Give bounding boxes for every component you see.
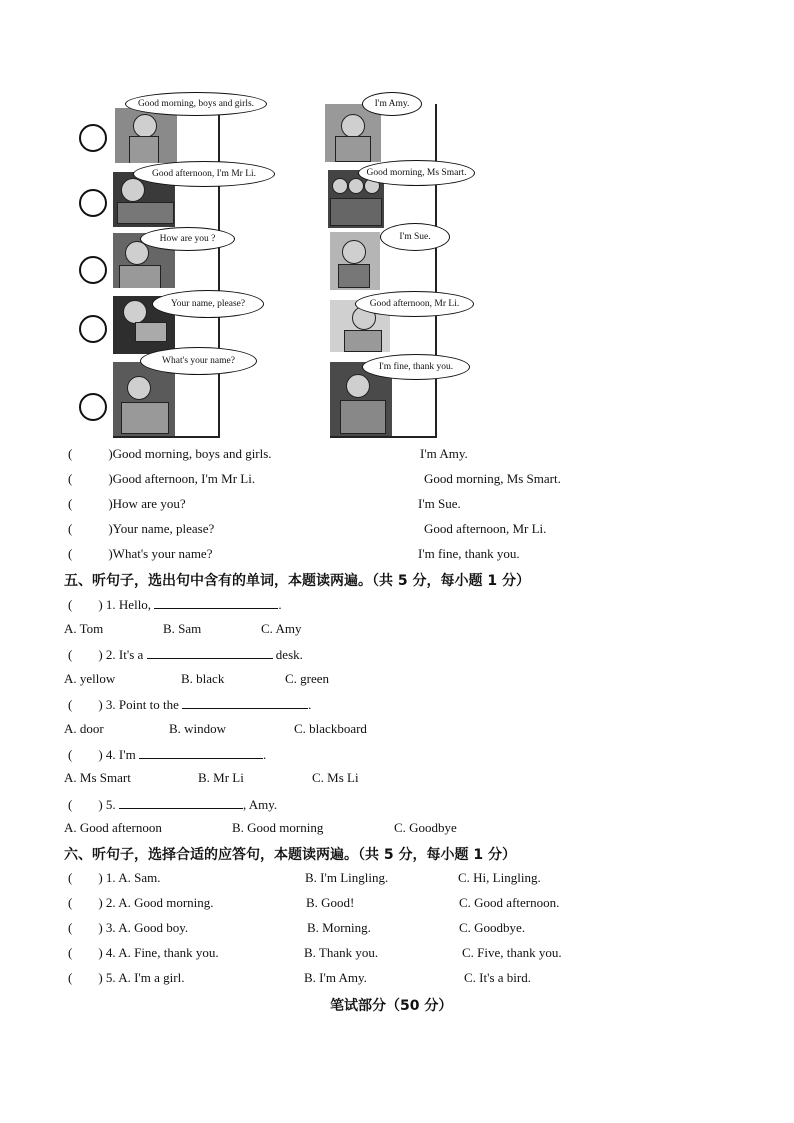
answer-circle-2[interactable] — [79, 189, 107, 217]
left-column-border — [218, 108, 220, 438]
matching-row-5 — [68, 546, 212, 562]
section5-option-a-3: A. door — [64, 721, 104, 736]
matching-left-text: )How are you? — [108, 496, 186, 511]
matching-row-2 — [68, 471, 255, 487]
fill-blank[interactable] — [119, 796, 243, 809]
matching-right-5: I'm fine, thank you. — [418, 546, 520, 561]
answer-paren[interactable]: ( — [68, 521, 73, 536]
answer-circle-5[interactable] — [79, 393, 107, 421]
section5-option-b-5: B. Good morning — [232, 820, 324, 835]
section6-option-c-4: C. Five, thank you. — [462, 945, 562, 960]
matching-right-2: Good morning, Ms Smart. — [424, 471, 561, 486]
right-speech-bubble-2: Good morning, Ms Smart. — [358, 160, 475, 186]
answer-paren[interactable]: ( — [68, 597, 73, 612]
left-picture-1 — [115, 108, 177, 163]
matching-right-4: Good afternoon, Mr Li. — [424, 521, 547, 536]
section5-question-4: ( ) 4. I'm . — [68, 747, 267, 762]
section6-question-1: ( ) 1. A. Sam. — [68, 870, 161, 885]
matching-row-3 — [68, 496, 186, 512]
section5-option-c-4: C. Ms Li — [312, 770, 359, 785]
section6-option-c-2: C. Good afternoon. — [459, 895, 560, 910]
section5-option-c-1: C. Amy — [261, 621, 302, 636]
section5-option-b-1: B. Sam — [163, 621, 202, 636]
right-column-border — [435, 104, 437, 438]
section6-question-5: ( ) 5. A. I'm a girl. — [68, 970, 185, 985]
section5-question-1: ( ) 1. Hello, . — [68, 597, 282, 612]
answer-circle-4[interactable] — [79, 315, 107, 343]
right-picture-3 — [330, 232, 380, 290]
section6-question-4: ( ) 4. A. Fine, thank you. — [68, 945, 219, 960]
section6-option-c-3: C. Goodbye. — [459, 920, 526, 935]
section5-heading: 五、听句子，选出句中含有的单词，本题读两遍。（共 5 分，每小题 1 分） — [64, 573, 530, 589]
section5-question-3: ( ) 3. Point to the . — [68, 697, 312, 712]
answer-paren[interactable]: ( — [68, 797, 73, 812]
matching-right-3: I'm Sue. — [418, 496, 461, 511]
section5-option-c-3: C. blackboard — [294, 721, 367, 736]
matching-left-text: )Good afternoon, I'm Mr Li. — [108, 471, 256, 486]
answer-paren[interactable]: ( — [68, 471, 73, 486]
written-part-heading: 笔试部分（50 分） — [330, 998, 453, 1014]
answer-paren[interactable]: ( — [68, 697, 73, 712]
answer-paren[interactable]: ( — [68, 970, 73, 985]
section6-question-3: ( ) 3. A. Good boy. — [68, 920, 189, 935]
section6-option-b-1: B. I'm Lingling. — [305, 870, 389, 885]
section6-option-b-4: B. Thank you. — [304, 945, 379, 960]
answer-paren[interactable]: ( — [68, 496, 73, 511]
answer-circle-1[interactable] — [79, 124, 107, 152]
section5-option-b-4: B. Mr Li — [198, 770, 244, 785]
matching-left-text: )What's your name? — [108, 546, 213, 561]
left-speech-bubble-3: How are you ? — [140, 227, 235, 251]
matching-left-text: )Good morning, boys and girls. — [108, 446, 272, 461]
section5-question-2: ( ) 2. It's a desk. — [68, 647, 303, 662]
answer-paren[interactable]: ( — [68, 920, 73, 935]
answer-paren[interactable]: ( — [68, 895, 73, 910]
fill-blank[interactable] — [182, 696, 308, 709]
section6-option-c-1: C. Hi, Lingling. — [458, 870, 541, 885]
section6-heading: 六、听句子，选择合适的应答句，本题读两遍。（共 5 分，每小题 1 分） — [64, 847, 516, 863]
right-column-bottom — [330, 436, 437, 438]
answer-paren[interactable]: ( — [68, 945, 73, 960]
fill-blank[interactable] — [139, 746, 263, 759]
matching-row-1 — [68, 446, 272, 462]
fill-blank[interactable] — [147, 646, 273, 659]
section5-option-c-5: C. Goodbye — [394, 820, 457, 835]
section5-option-b-2: B. black — [181, 671, 225, 686]
fill-blank[interactable] — [154, 596, 278, 609]
matching-right-1: I'm Amy. — [420, 446, 468, 461]
left-speech-bubble-2: Good afternoon, I'm Mr Li. — [133, 161, 275, 187]
left-speech-bubble-1: Good morning, boys and girls. — [125, 92, 267, 116]
section6-question-2: ( ) 2. A. Good morning. — [68, 895, 214, 910]
answer-paren[interactable]: ( — [68, 747, 73, 762]
left-column-bottom — [113, 436, 220, 438]
answer-paren[interactable]: ( — [68, 446, 73, 461]
right-speech-bubble-5: I'm fine, thank you. — [362, 354, 470, 380]
answer-paren[interactable]: ( — [68, 647, 73, 662]
section6-option-b-3: B. Morning. — [307, 920, 371, 935]
section5-option-c-2: C. green — [285, 671, 330, 686]
section5-question-5: ( ) 5. , Amy. — [68, 797, 278, 812]
section5-option-a-4: A. Ms Smart — [64, 770, 131, 785]
section6-option-b-5: B. I'm Amy. — [304, 970, 367, 985]
matching-left-text: )Your name, please? — [108, 521, 215, 536]
answer-paren[interactable]: ( — [68, 546, 73, 561]
section6-option-b-2: B. Good! — [306, 895, 355, 910]
answer-paren[interactable]: ( — [68, 870, 73, 885]
section6-option-c-5: C. It's a bird. — [464, 970, 531, 985]
right-speech-bubble-1: I'm Amy. — [362, 92, 422, 116]
section5-option-b-3: B. window — [169, 721, 227, 736]
left-speech-bubble-5: What's your name? — [140, 347, 257, 375]
left-speech-bubble-4: Your name, please? — [152, 290, 264, 318]
answer-circle-3[interactable] — [79, 256, 107, 284]
right-speech-bubble-4: Good afternoon, Mr Li. — [355, 291, 474, 317]
section5-option-a-5: A. Good afternoon — [64, 820, 162, 835]
right-speech-bubble-3: I'm Sue. — [380, 223, 450, 251]
section5-option-a-2: A. yellow — [64, 671, 116, 686]
section5-option-a-1: A. Tom — [64, 621, 104, 636]
matching-row-4 — [68, 521, 214, 537]
